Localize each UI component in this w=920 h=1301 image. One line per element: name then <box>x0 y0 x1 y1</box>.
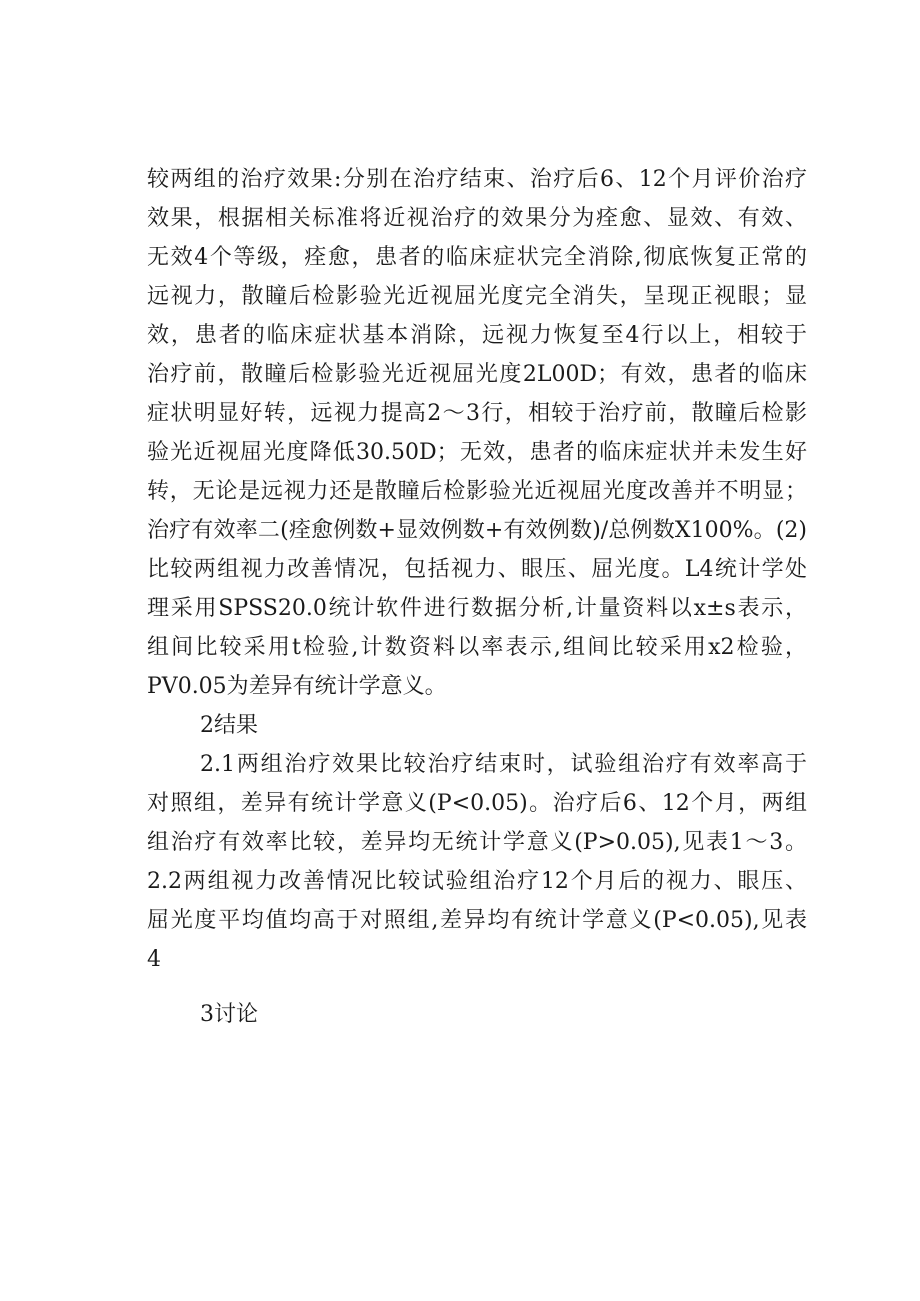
results-line: 组治疗有效率比较，差异均无统计学意义(P>0.05),见表1～3。 <box>147 830 807 855</box>
results-line: 2.1两组治疗效果比较治疗结束时，试验组治疗有效率高于 <box>200 752 807 777</box>
section-heading-discussion: 3讨论 <box>200 1002 258 1027</box>
paragraph-line: 远视力，散瞳后检影验光近视屈光度完全消失，呈现正视眼；显 <box>147 284 807 309</box>
paragraph-line: 验光近视屈光度降低30.50D；无效，患者的临床症状并未发生好 <box>147 440 807 465</box>
results-line: 对照组，差异有统计学意义(P<0.05)。治疗后6、12个月，两组 <box>147 791 807 816</box>
results-line: 4 <box>147 947 161 972</box>
paragraph-line: 无效4个等级，痊愈，患者的临床症状完全消除,彻底恢复正常的 <box>147 245 807 270</box>
paragraph-line: 症状明显好转，远视力提高2～3行，相较于治疗前，散瞳后检影 <box>147 401 807 426</box>
paragraph-line: PV0.05为差异有统计学意义。 <box>147 674 447 699</box>
paragraph-line: 效，患者的临床症状基本消除，远视力恢复至4行以上，相较于 <box>147 323 807 348</box>
section-heading-results: 2结果 <box>200 713 258 738</box>
paragraph-line: 转，无论是远视力还是散瞳后检影验光近视屈光度改善并不明显； <box>147 479 807 504</box>
results-line: 屈光度平均值均高于对照组,差异均有统计学意义(P<0.05),见表 <box>147 908 807 933</box>
document-body <box>147 160 807 1034</box>
paragraph-line: 治疗前，散瞳后检影验光近视屈光度2L00D；有效，患者的临床 <box>147 362 807 387</box>
paragraph-line: 理采用SPSS20.0统计软件进行数据分析,计量资料以x±s表示， <box>147 596 807 621</box>
paragraph-line: 较两组的治疗效果:分别在治疗结束、治疗后6、12个月评价治疗 <box>147 167 807 192</box>
paragraph-line: 组间比较采用t检验,计数资料以率表示,组间比较采用x2检验， <box>147 635 807 660</box>
paragraph-line: 比较两组视力改善情况，包括视力、眼压、屈光度。L4统计学处 <box>147 557 807 582</box>
paragraph-line: 效果，根据相关标准将近视治疗的效果分为痊愈、显效、有效、 <box>147 206 807 231</box>
results-line: 2.2两组视力改善情况比较试验组治疗12个月后的视力、眼压、 <box>147 869 807 894</box>
spacer <box>147 979 807 995</box>
paragraph-line: 治疗有效率二(痊愈例数+显效例数+有效例数)/总例数X100%。(2) <box>147 518 807 543</box>
